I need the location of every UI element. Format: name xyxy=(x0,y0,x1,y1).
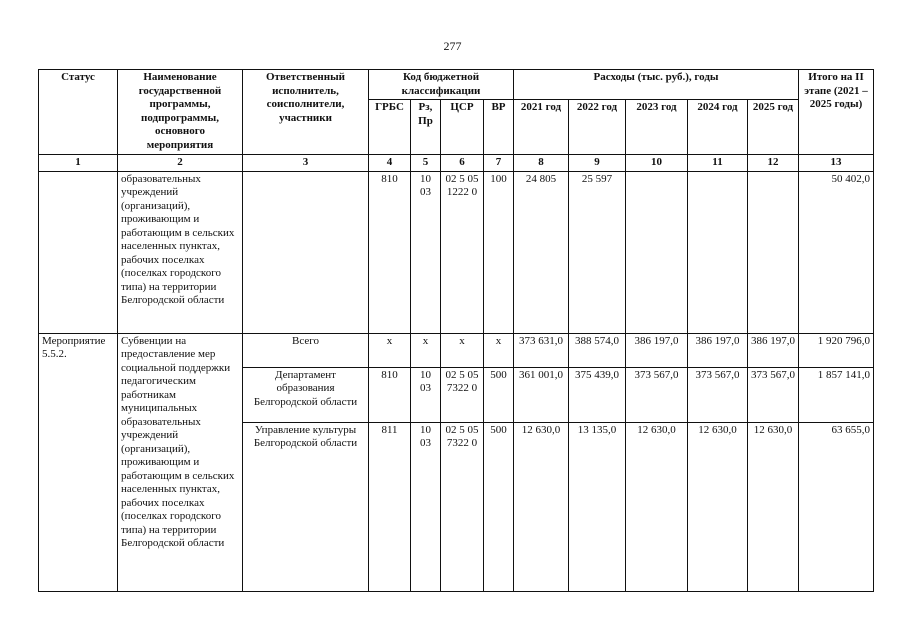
col-number: 4 xyxy=(369,155,411,172)
value-2025-cell: 373 567,0 xyxy=(748,367,799,422)
csr-cell: 02 5 05 7322 0 xyxy=(441,367,484,422)
rzpr-cell: 10 03 xyxy=(411,422,441,591)
status-cell: Мероприятие 5.5.2. xyxy=(39,333,118,591)
csr-cell: 02 5 05 7322 0 xyxy=(441,422,484,591)
col-number: 3 xyxy=(243,155,369,172)
header-vr: ВР xyxy=(484,100,514,155)
vr-cell: 100 xyxy=(484,171,514,333)
header-2024: 2024 год xyxy=(688,100,748,155)
col-number: 9 xyxy=(569,155,626,172)
column-number-row xyxy=(39,155,874,172)
col-number: 1 xyxy=(39,155,118,172)
csr-cell: 02 5 05 1222 0 xyxy=(441,171,484,333)
total-cell: 1 857 141,0 xyxy=(799,367,874,422)
header-2025: 2025 год xyxy=(748,100,799,155)
header-name: Наименование государственной программы, подпрограммы, основного мероприятия xyxy=(118,70,243,155)
value-2022-cell: 388 574,0 xyxy=(569,333,626,367)
col-number: 5 xyxy=(411,155,441,172)
value-2024-cell: 386 197,0 xyxy=(688,333,748,367)
rzpr-cell: 10 03 xyxy=(411,171,441,333)
budget-table xyxy=(38,69,874,592)
rzpr-cell: 10 03 xyxy=(411,367,441,422)
total-cell: 1 920 796,0 xyxy=(799,333,874,367)
vr-cell: 500 xyxy=(484,367,514,422)
header-expenses: Расходы (тыс. руб.), годы xyxy=(514,70,799,100)
grbs-cell: 810 xyxy=(369,367,411,422)
header-2022: 2022 год xyxy=(569,100,626,155)
header-total: Итого на II этапе (2021 – 2025 годы) xyxy=(799,70,874,155)
value-2021-cell: 12 630,0 xyxy=(514,422,569,591)
header-grbs: ГРБС xyxy=(369,100,411,155)
value-2021-cell: 24 805 xyxy=(514,171,569,333)
rzpr-cell: х xyxy=(411,333,441,367)
continuation-row xyxy=(39,171,874,333)
responsible-cell: Управление культуры Белгородской области xyxy=(243,422,369,591)
value-2022-cell: 375 439,0 xyxy=(569,367,626,422)
col-number: 13 xyxy=(799,155,874,172)
value-2023-cell: 373 567,0 xyxy=(626,367,688,422)
header-status: Статус xyxy=(39,70,118,155)
header-csr: ЦСР xyxy=(441,100,484,155)
value-2024-cell: 373 567,0 xyxy=(688,367,748,422)
csr-cell: х xyxy=(441,333,484,367)
total-cell: 50 402,0 xyxy=(799,171,874,333)
value-2022-cell: 13 135,0 xyxy=(569,422,626,591)
value-2024-cell: 12 630,0 xyxy=(688,422,748,591)
name-cell: Субвенции на предоставление мер социальной поддержки педагогическим работникам муниципальных образовательных учреждений (организаций), проживающим и работающим в сельских населенных пунктах, рабочих поселках (поселках городского типа) на территории Белгородской области xyxy=(118,333,243,591)
header-2021: 2021 год xyxy=(514,100,569,155)
value-2025-cell xyxy=(748,171,799,333)
header-2023: 2023 год xyxy=(626,100,688,155)
col-number: 12 xyxy=(748,155,799,172)
value-2024-cell xyxy=(688,171,748,333)
total-cell: 63 655,0 xyxy=(799,422,874,591)
header-budget-code: Код бюджетной классификации xyxy=(369,70,514,100)
grbs-cell: х xyxy=(369,333,411,367)
col-number: 8 xyxy=(514,155,569,172)
vr-cell: х xyxy=(484,333,514,367)
table-header xyxy=(39,70,874,172)
header-responsible: Ответственный исполнитель, соисполнители, участники xyxy=(243,70,369,155)
value-2021-cell: 373 631,0 xyxy=(514,333,569,367)
value-2021-cell: 361 001,0 xyxy=(514,367,569,422)
grbs-cell: 810 xyxy=(369,171,411,333)
col-number: 11 xyxy=(688,155,748,172)
responsible-cell xyxy=(243,171,369,333)
status-cell xyxy=(39,171,118,333)
responsible-cell: Департамент образования Белгородской области xyxy=(243,367,369,422)
col-number: 7 xyxy=(484,155,514,172)
name-cell: образовательных учреждений (организаций), проживающим и работающим в сельских населенных пунктах, рабочих поселках (поселках городского типа) на территории Белгородской области xyxy=(118,171,243,333)
value-2023-cell xyxy=(626,171,688,333)
value-2025-cell: 386 197,0 xyxy=(748,333,799,367)
col-number: 2 xyxy=(118,155,243,172)
value-2025-cell: 12 630,0 xyxy=(748,422,799,591)
grbs-cell: 811 xyxy=(369,422,411,591)
measure-row-total xyxy=(39,333,874,367)
header-rzpr: Рз, Пр xyxy=(411,100,441,155)
value-2023-cell: 12 630,0 xyxy=(626,422,688,591)
value-2022-cell: 25 597 xyxy=(569,171,626,333)
page-number: 277 xyxy=(443,39,462,53)
vr-cell: 500 xyxy=(484,422,514,591)
col-number: 6 xyxy=(441,155,484,172)
responsible-cell: Всего xyxy=(243,333,369,367)
col-number: 10 xyxy=(626,155,688,172)
value-2023-cell: 386 197,0 xyxy=(626,333,688,367)
